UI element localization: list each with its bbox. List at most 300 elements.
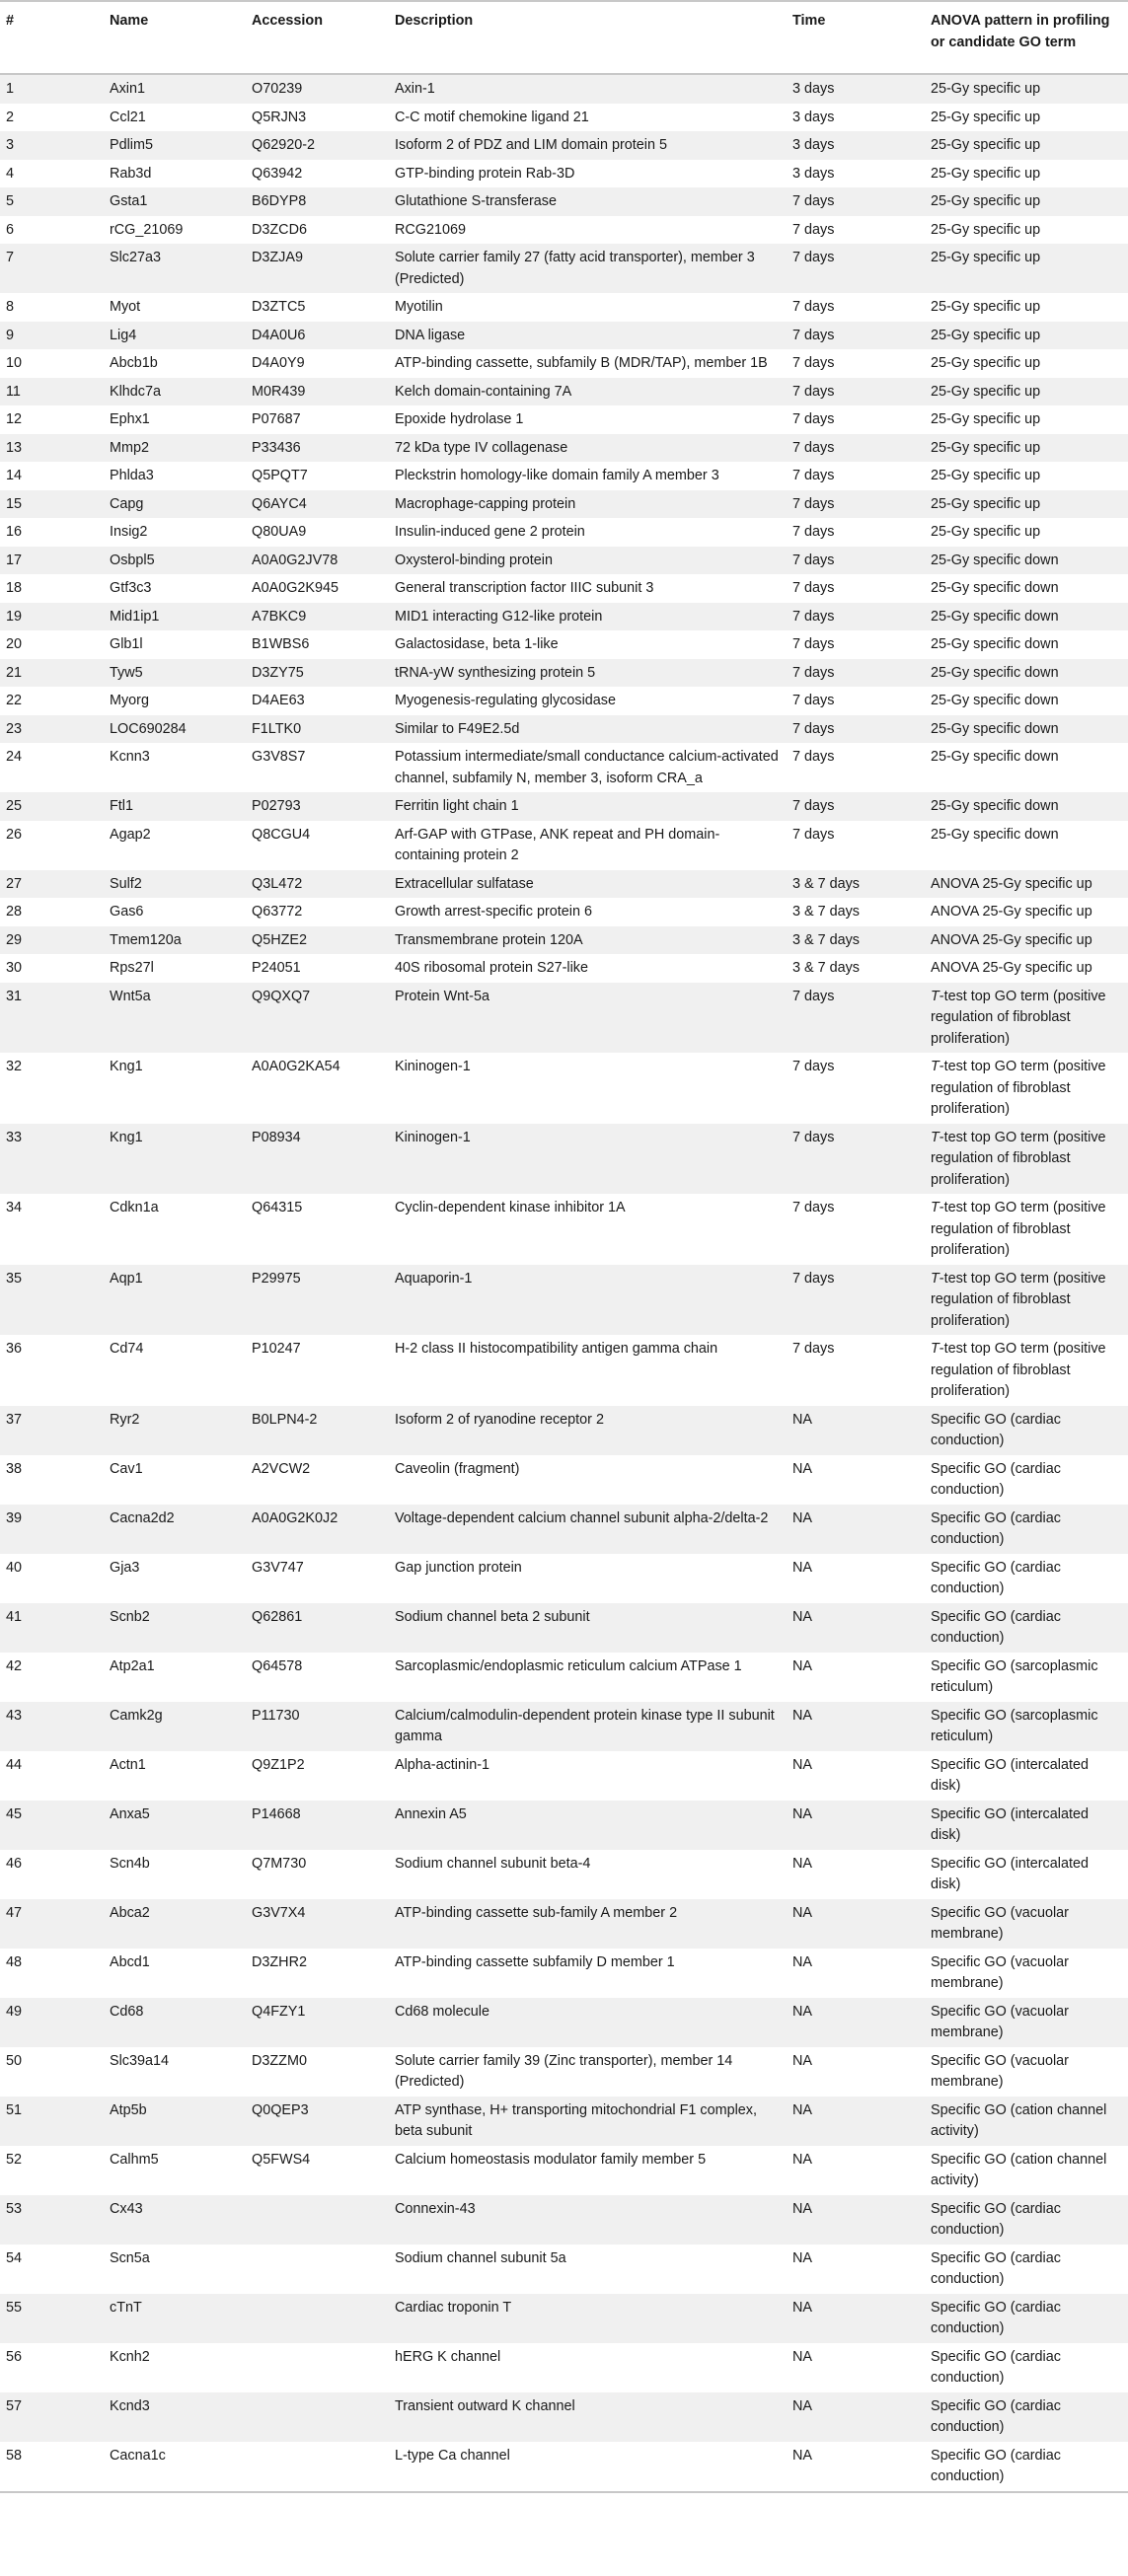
cell-accession: D3ZTC5	[252, 299, 306, 315]
cell-time: 7 days	[792, 552, 835, 568]
cell-num: 47	[6, 1904, 23, 1921]
cell-num: 26	[6, 826, 23, 843]
cell-anova: ANOVA 25-Gy specific up	[931, 875, 1092, 892]
table-row	[0, 2294, 1128, 2343]
cell-anova: Specific GO (cardiac conduction)	[931, 1411, 1061, 1448]
cell-accession: Q63942	[252, 165, 303, 182]
cell-name: Cd74	[110, 1341, 144, 1357]
cell-description: Annexin A5	[395, 1805, 467, 1822]
cell-name: Cx43	[110, 2200, 143, 2217]
cell-anova: 25-Gy specific up	[931, 439, 1041, 456]
cell-name: Insig2	[110, 524, 148, 540]
cell-name: Glb1l	[110, 636, 143, 652]
cell-anova: Specific GO (intercalated disk)	[931, 1756, 1089, 1794]
cell-num: 13	[6, 439, 23, 456]
cell-anova: Specific GO (sarcoplasmic reticulum)	[931, 1707, 1098, 1744]
cell-anova: 25-Gy specific down	[931, 749, 1059, 765]
cell-description: Ferritin light chain 1	[395, 798, 519, 814]
cell-accession: Q5RJN3	[252, 109, 307, 125]
cell-num: 6	[6, 221, 15, 238]
cell-name: Capg	[110, 495, 144, 512]
cell-num: 34	[6, 1200, 23, 1215]
cell-name: Cacna1c	[110, 2447, 166, 2464]
cell-description: Transmembrane protein 120A	[395, 931, 583, 948]
cell-accession: Q5HZE2	[252, 931, 307, 948]
cell-accession: Q64315	[252, 1200, 303, 1215]
table-row	[0, 1455, 1128, 1505]
table-row	[0, 715, 1128, 744]
cell-time: NA	[792, 2101, 812, 2118]
cell-name: Atp2a1	[110, 1657, 155, 1674]
cell-anova: 25-Gy specific down	[931, 798, 1059, 814]
table-row	[0, 792, 1128, 821]
cell-accession: Q62920-2	[252, 137, 316, 153]
cell-anova: Specific GO (vacuolar membrane)	[931, 1904, 1069, 1942]
cell-description: General transcription factor IIIC subunit 3	[395, 580, 654, 596]
table-row	[0, 405, 1128, 434]
table-row	[0, 434, 1128, 463]
cell-time: NA	[792, 1904, 812, 1921]
cell-anova: 25-Gy specific up	[931, 355, 1041, 371]
cell-anova: Specific GO (cardiac conduction)	[931, 1509, 1061, 1547]
cell-accession	[246, 2343, 389, 2392]
cell-accession: Q64578	[252, 1657, 303, 1674]
cell-description: Calcium homeostasis modulator family member 5	[395, 2151, 707, 2168]
cell-description: Sodium channel subunit 5a	[395, 2249, 566, 2266]
cell-description: Sarcoplasmic/endoplasmic reticulum calcium ATPase 1	[395, 1657, 742, 1674]
table-row	[0, 1850, 1128, 1899]
cell-accession: D4A0Y9	[252, 355, 305, 371]
cell-description: Cyclin-dependent kinase inhibitor 1A	[395, 1200, 626, 1215]
cell-time: NA	[792, 2200, 812, 2217]
cell-time: 7 days	[792, 720, 835, 737]
cell-num: 50	[6, 2052, 23, 2069]
header-time: Time	[792, 13, 826, 29]
cell-num: 21	[6, 664, 23, 681]
header-row	[0, 1, 1128, 74]
cell-time: 7 days	[792, 468, 835, 483]
cell-num: 35	[6, 1270, 23, 1287]
table-row	[0, 898, 1128, 926]
cell-name: Mmp2	[110, 439, 149, 456]
cell-anova: 25-Gy specific up	[931, 411, 1041, 427]
cell-num: 4	[6, 165, 15, 182]
cell-accession: O70239	[252, 81, 303, 97]
table-row	[0, 378, 1128, 406]
cell-anova: 25-Gy specific up	[931, 383, 1041, 400]
cell-time: 7 days	[792, 1200, 835, 1215]
cell-num: 22	[6, 693, 23, 708]
cell-time: 3 & 7 days	[792, 931, 860, 948]
table-row	[0, 74, 1128, 104]
cell-time: 7 days	[792, 1270, 835, 1287]
cell-name: Gas6	[110, 904, 144, 920]
cell-name: Abca2	[110, 1904, 150, 1921]
cell-time: NA	[792, 2249, 812, 2266]
cell-description: Calcium/calmodulin-dependent protein kinase type II subunit gamma	[395, 1707, 775, 1744]
cell-name: Anxa5	[110, 1805, 150, 1822]
cell-time: NA	[792, 1559, 812, 1576]
table-row	[0, 518, 1128, 547]
cell-name: Abcd1	[110, 1953, 150, 1970]
cell-anova: Specific GO (intercalated disk)	[931, 1855, 1089, 1892]
cell-anova: Specific GO (cardiac conduction)	[931, 2299, 1061, 2336]
cell-name: Myot	[110, 299, 141, 315]
table-row	[0, 1505, 1128, 1554]
cell-accession: P11730	[252, 1707, 300, 1724]
cell-num: 36	[6, 1341, 23, 1357]
table-row	[0, 1124, 1128, 1195]
table-row	[0, 687, 1128, 715]
cell-time: NA	[792, 2151, 812, 2168]
cell-description: Potassium intermediate/small conductance calcium-activated channel, subfamily N, member 3, isoform CRA_a	[395, 749, 779, 786]
table-row	[0, 160, 1128, 188]
cell-name: Ephx1	[110, 411, 150, 427]
cell-num: 17	[6, 552, 23, 568]
cell-accession: M0R439	[252, 383, 306, 400]
cell-accession: P24051	[252, 960, 301, 976]
cell-description: Voltage-dependent calcium channel subunit alpha-2/delta-2	[395, 1509, 769, 1526]
cell-name: Gsta1	[110, 193, 148, 209]
cell-anova: Specific GO (cardiac conduction)	[931, 2397, 1061, 2435]
table-row	[0, 743, 1128, 792]
table-row	[0, 954, 1128, 983]
cell-accession: P14668	[252, 1805, 301, 1822]
cell-description: C-C motif chemokine ligand 21	[395, 109, 589, 125]
cell-accession: Q62861	[252, 1608, 303, 1625]
cell-time: NA	[792, 2052, 812, 2069]
cell-time: 3 days	[792, 109, 835, 125]
cell-name: cTnT	[110, 2299, 142, 2316]
cell-description: RCG21069	[395, 221, 466, 238]
cell-name: Phlda3	[110, 468, 154, 483]
cell-name: Rps27l	[110, 960, 154, 976]
table-row	[0, 1751, 1128, 1801]
cell-time: NA	[792, 1460, 812, 1477]
table-row	[0, 2442, 1128, 2492]
cell-num: 25	[6, 798, 23, 814]
cell-anova: 25-Gy specific down	[931, 608, 1059, 625]
cell-anova: 25-Gy specific up	[931, 81, 1041, 97]
cell-accession: D3ZJA9	[252, 250, 303, 265]
cell-accession: P02793	[252, 798, 301, 814]
cell-accession: A0A0G2K0J2	[252, 1509, 338, 1526]
cell-num: 39	[6, 1509, 23, 1526]
cell-description: Isoform 2 of ryanodine receptor 2	[395, 1411, 604, 1428]
cell-time: 7 days	[792, 439, 835, 456]
cell-time: 7 days	[792, 749, 835, 765]
cell-description: Extracellular sulfatase	[395, 875, 534, 892]
cell-anova: 25-Gy specific up	[931, 137, 1041, 153]
cell-name: Aqp1	[110, 1270, 143, 1287]
cell-accession: A0A0G2JV78	[252, 552, 338, 568]
table-row	[0, 983, 1128, 1054]
cell-anova: Specific GO (vacuolar membrane)	[931, 2052, 1069, 2090]
cell-name: Tmem120a	[110, 931, 182, 948]
table-row	[0, 1801, 1128, 1850]
table-row	[0, 603, 1128, 631]
cell-anova: 25-Gy specific up	[931, 109, 1041, 125]
cell-description: Isoform 2 of PDZ and LIM domain protein 5	[395, 137, 667, 153]
cell-anova: Specific GO (cardiac conduction)	[931, 2249, 1061, 2287]
cell-num: 28	[6, 904, 23, 920]
cell-num: 55	[6, 2299, 23, 2316]
cell-name: Kcnh2	[110, 2348, 150, 2365]
cell-accession: B1WBS6	[252, 636, 310, 652]
cell-name: Rab3d	[110, 165, 152, 182]
cell-accession: Q3L472	[252, 875, 303, 892]
cell-time: NA	[792, 2299, 812, 2316]
cell-num: 49	[6, 2003, 23, 2020]
cell-anova: 25-Gy specific up	[931, 495, 1041, 512]
cell-description: Cardiac troponin T	[395, 2299, 512, 2316]
cell-accession: Q5FWS4	[252, 2151, 311, 2168]
table-row	[0, 547, 1128, 575]
cell-name: Ccl21	[110, 109, 146, 125]
cell-num: 20	[6, 636, 23, 652]
cell-num: 45	[6, 1805, 23, 1822]
cell-description: Protein Wnt-5a	[395, 988, 489, 1004]
cell-name: Agap2	[110, 826, 151, 843]
cell-accession: Q8CGU4	[252, 826, 311, 843]
cell-accession: A2VCW2	[252, 1460, 311, 1477]
cell-num: 42	[6, 1657, 23, 1674]
cell-description: Myotilin	[395, 299, 443, 315]
cell-num: 48	[6, 1953, 23, 1970]
cell-description: ATP-binding cassette sub-family A member 2	[395, 1904, 678, 1921]
cell-anova: 25-Gy specific down	[931, 580, 1059, 596]
cell-anova: T-test top GO term (positive regulation of fibroblast proliferation)	[931, 1341, 1106, 1399]
table-row	[0, 1335, 1128, 1406]
table-row	[0, 490, 1128, 519]
cell-anova: Specific GO (cation channel activity)	[931, 2101, 1107, 2139]
cell-num: 44	[6, 1756, 23, 1773]
table-row	[0, 659, 1128, 688]
cell-description: Sodium channel beta 2 subunit	[395, 1608, 590, 1625]
cell-name: Wnt5a	[110, 988, 151, 1004]
cell-time: 7 days	[792, 608, 835, 625]
cell-description: Kelch domain-containing 7A	[395, 383, 572, 400]
cell-anova: Specific GO (cardiac conduction)	[931, 1608, 1061, 1646]
cell-anova: 25-Gy specific down	[931, 826, 1059, 843]
table-row	[0, 2392, 1128, 2442]
table-body	[0, 74, 1128, 2492]
cell-num: 56	[6, 2348, 23, 2365]
cell-description: Similar to F49E2.5d	[395, 720, 520, 737]
table-row	[0, 349, 1128, 378]
cell-num: 30	[6, 960, 23, 976]
cell-accession: B0LPN4-2	[252, 1411, 318, 1428]
cell-num: 18	[6, 580, 23, 596]
cell-time: 7 days	[792, 988, 835, 1004]
cell-name: Cacna2d2	[110, 1509, 175, 1526]
cell-description: ATP-binding cassette, subfamily B (MDR/TAP), member 1B	[395, 355, 768, 371]
cell-accession: D4AE63	[252, 693, 305, 708]
cell-name: Gja3	[110, 1559, 140, 1576]
cell-accession: Q6AYC4	[252, 495, 307, 512]
cell-description: Macrophage-capping protein	[395, 495, 576, 512]
cell-name: Lig4	[110, 327, 137, 343]
cell-accession: P33436	[252, 439, 301, 456]
cell-accession: D4A0U6	[252, 327, 306, 343]
table-row	[0, 293, 1128, 322]
cell-name: Camk2g	[110, 1707, 163, 1724]
cell-accession: D3ZHR2	[252, 1953, 307, 1970]
cell-description: DNA ligase	[395, 327, 466, 343]
cell-description: Alpha-actinin-1	[395, 1756, 489, 1773]
table-row	[0, 1899, 1128, 1949]
table-row	[0, 2245, 1128, 2294]
cell-name: Ryr2	[110, 1411, 140, 1428]
cell-num: 16	[6, 524, 23, 540]
cell-description: Growth arrest-specific protein 6	[395, 904, 592, 920]
table-row	[0, 1406, 1128, 1455]
cell-accession: Q7M730	[252, 1855, 307, 1872]
cell-time: NA	[792, 1657, 812, 1674]
cell-accession	[246, 2392, 389, 2442]
cell-name: Calhm5	[110, 2151, 159, 2168]
cell-anova: 25-Gy specific up	[931, 221, 1041, 238]
cell-num: 24	[6, 749, 23, 765]
header-anova: ANOVA pattern in profiling or candidate GO term	[931, 13, 1110, 50]
cell-anova: ANOVA 25-Gy specific up	[931, 931, 1092, 948]
cell-description: Cd68 molecule	[395, 2003, 489, 2020]
table-row	[0, 462, 1128, 490]
cell-name: Abcb1b	[110, 355, 158, 371]
table-row	[0, 216, 1128, 245]
cell-time: NA	[792, 1953, 812, 1970]
cell-name: Slc27a3	[110, 250, 162, 265]
cell-description: Gap junction protein	[395, 1559, 522, 1576]
cell-name: Osbpl5	[110, 552, 155, 568]
header-accession: Accession	[252, 13, 323, 29]
cell-time: 3 & 7 days	[792, 960, 860, 976]
table-row	[0, 2343, 1128, 2392]
cell-description: Galactosidase, beta 1-like	[395, 636, 559, 652]
table-row	[0, 1603, 1128, 1653]
cell-time: NA	[792, 1509, 812, 1526]
cell-description: ATP-binding cassette subfamily D member 1	[395, 1953, 675, 1970]
cell-accession: A0A0G2K945	[252, 580, 339, 596]
table-row	[0, 2146, 1128, 2195]
cell-time: 3 & 7 days	[792, 875, 860, 892]
cell-time: 7 days	[792, 193, 835, 209]
cell-num: 9	[6, 327, 15, 343]
table-row	[0, 1265, 1128, 1336]
cell-description: ATP synthase, H+ transporting mitochondrial F1 complex, beta subunit	[395, 2101, 757, 2139]
cell-description: MID1 interacting G12-like protein	[395, 608, 603, 625]
cell-time: 7 days	[792, 1059, 835, 1074]
cell-name: Klhdc7a	[110, 383, 162, 400]
cell-accession: P08934	[252, 1129, 301, 1145]
table-row	[0, 2097, 1128, 2146]
cell-anova: Specific GO (cation channel activity)	[931, 2151, 1107, 2188]
cell-name: Gtf3c3	[110, 580, 152, 596]
cell-num: 19	[6, 608, 23, 625]
cell-anova: Specific GO (intercalated disk)	[931, 1805, 1089, 1843]
cell-anova: T-test top GO term (positive regulation of fibroblast proliferation)	[931, 1270, 1106, 1329]
table-row	[0, 630, 1128, 659]
cell-description: GTP-binding protein Rab-3D	[395, 165, 575, 182]
cell-num: 58	[6, 2447, 23, 2464]
cell-num: 43	[6, 1707, 23, 1724]
cell-accession	[246, 2442, 389, 2492]
cell-name: Scn4b	[110, 1855, 150, 1872]
cell-accession: D3ZY75	[252, 664, 304, 681]
cell-num: 54	[6, 2249, 23, 2266]
cell-accession: P29975	[252, 1270, 301, 1287]
cell-num: 52	[6, 2151, 23, 2168]
cell-accession: A0A0G2KA54	[252, 1059, 340, 1074]
cell-accession	[246, 2195, 389, 2245]
cell-num: 11	[6, 383, 21, 400]
cell-description: Glutathione S-transferase	[395, 193, 557, 209]
cell-anova: 25-Gy specific up	[931, 250, 1041, 265]
table-row	[0, 574, 1128, 603]
cell-description: tRNA-yW synthesizing protein 5	[395, 664, 596, 681]
cell-time: 7 days	[792, 383, 835, 400]
cell-time: NA	[792, 1608, 812, 1625]
cell-num: 7	[6, 250, 15, 265]
cell-num: 2	[6, 109, 15, 125]
cell-num: 38	[6, 1460, 23, 1477]
cell-time: 7 days	[792, 580, 835, 596]
cell-time: 7 days	[792, 664, 835, 681]
cell-name: Tyw5	[110, 664, 143, 681]
cell-num: 53	[6, 2200, 23, 2217]
cell-description: Oxysterol-binding protein	[395, 552, 553, 568]
cell-description: L-type Ca channel	[395, 2447, 510, 2464]
cell-anova: ANOVA 25-Gy specific up	[931, 904, 1092, 920]
cell-accession: G3V7X4	[252, 1904, 306, 1921]
cell-description: H-2 class II histocompatibility antigen gamma chain	[395, 1341, 718, 1357]
cell-anova: Specific GO (sarcoplasmic reticulum)	[931, 1657, 1098, 1695]
cell-anova: T-test top GO term (positive regulation of fibroblast proliferation)	[931, 988, 1106, 1047]
cell-num: 33	[6, 1129, 23, 1145]
cell-name: Pdlim5	[110, 137, 153, 153]
cell-accession: G3V747	[252, 1559, 304, 1576]
cell-time: 3 & 7 days	[792, 904, 860, 920]
cell-anova: T-test top GO term (positive regulation of fibroblast proliferation)	[931, 1059, 1106, 1117]
cell-time: NA	[792, 1411, 812, 1428]
cell-num: 31	[6, 988, 23, 1004]
cell-anova: 25-Gy specific up	[931, 524, 1041, 540]
cell-name: Kcnd3	[110, 2397, 150, 2414]
cell-accession: Q80UA9	[252, 524, 307, 540]
cell-name: Atp5b	[110, 2101, 147, 2118]
cell-name: Mid1ip1	[110, 608, 160, 625]
table-row	[0, 926, 1128, 955]
cell-time: 7 days	[792, 221, 835, 238]
table-row	[0, 2195, 1128, 2245]
cell-num: 14	[6, 468, 23, 483]
cell-time: 7 days	[792, 693, 835, 708]
cell-name: Scn5a	[110, 2249, 150, 2266]
cell-accession: Q4FZY1	[252, 2003, 306, 2020]
cell-time: NA	[792, 2397, 812, 2414]
cell-description: 40S ribosomal protein S27-like	[395, 960, 588, 976]
table-row	[0, 131, 1128, 160]
cell-anova: Specific GO (cardiac conduction)	[931, 2447, 1061, 2484]
cell-num: 46	[6, 1855, 23, 1872]
cell-anova: 25-Gy specific down	[931, 552, 1059, 568]
cell-anova: 25-Gy specific down	[931, 693, 1059, 708]
cell-time: NA	[792, 1756, 812, 1773]
cell-name: rCG_21069	[110, 221, 184, 238]
cell-num: 23	[6, 720, 23, 737]
table-row	[0, 1702, 1128, 1751]
cell-anova: 25-Gy specific up	[931, 327, 1041, 343]
